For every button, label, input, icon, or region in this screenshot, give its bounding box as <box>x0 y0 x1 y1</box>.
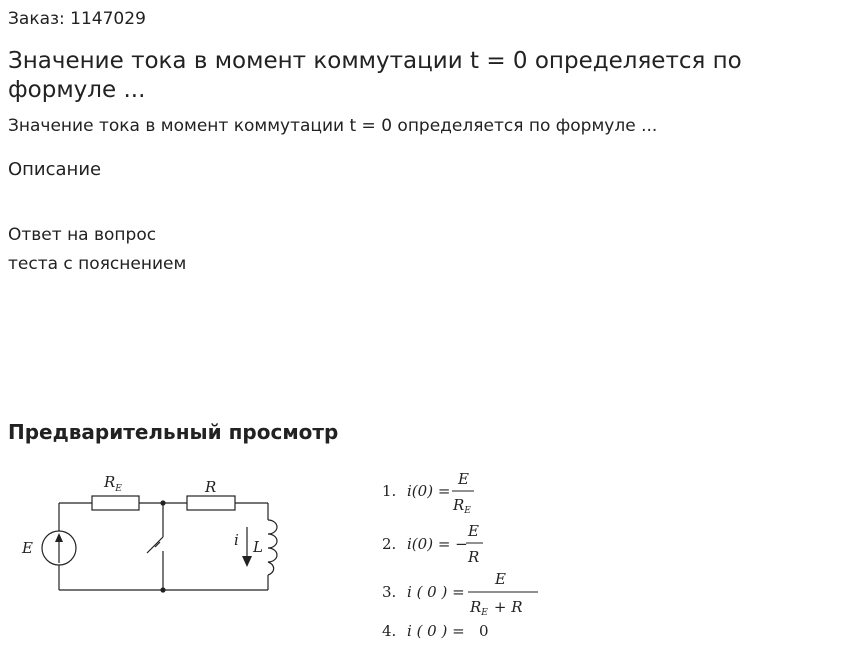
option-4 <box>382 622 489 640</box>
resistor-re-label: $R_E$ <box>104 473 122 494</box>
description-line-1: Ответ на вопрос <box>8 225 157 245</box>
current-label: i <box>234 531 239 549</box>
answer-options <box>380 462 560 648</box>
svg-text:3.: 3. <box>382 583 397 601</box>
svg-text:i(0) =: i(0) = <box>407 482 451 500</box>
svg-text:i ( 0 ) =: i ( 0 ) = <box>407 622 465 640</box>
circuit-diagram <box>10 465 300 600</box>
description-text <box>8 221 186 279</box>
switch <box>147 537 163 553</box>
svg-text:E: E <box>468 522 479 540</box>
option-1 <box>382 470 474 516</box>
svg-text:2.: 2. <box>382 535 397 553</box>
current-arrow <box>242 556 252 567</box>
source-label: E <box>22 539 33 557</box>
resistor-r-label: R <box>205 478 217 496</box>
svg-text:E: E <box>495 570 506 588</box>
svg-text:i(0) = −: i(0) = − <box>407 535 468 553</box>
svg-text:1.: 1. <box>382 482 397 500</box>
svg-text:RE: $R_E$ <box>453 496 471 516</box>
svg-text:0: 0 <box>479 622 489 640</box>
svg-text:R: R <box>468 548 480 566</box>
inductor-label: L <box>253 538 263 556</box>
page-title: Значение тока в момент коммутации t = 0 определяется по формуле ... <box>8 48 742 103</box>
resistor-r <box>187 496 235 510</box>
svg-text:4.: 4. <box>382 622 397 640</box>
svg-text:RE+ R: $R_E + R$ <box>470 598 523 618</box>
description-line-2: теста с пояснением <box>8 254 187 274</box>
preview-heading: Предварительный просмотр <box>8 420 339 444</box>
order-number: Заказ: 1147029 <box>8 9 146 29</box>
resistor-re <box>92 496 139 510</box>
svg-text:i ( 0 ) =: i ( 0 ) = <box>407 583 465 601</box>
option-2 <box>382 522 483 566</box>
svg-text:E: E <box>458 470 469 488</box>
option-3 <box>382 570 538 618</box>
inductor <box>268 520 277 575</box>
page-subtitle: Значение тока в момент коммутации t = 0 определяется по формуле ... <box>8 116 658 136</box>
description-heading: Описание <box>8 159 102 180</box>
